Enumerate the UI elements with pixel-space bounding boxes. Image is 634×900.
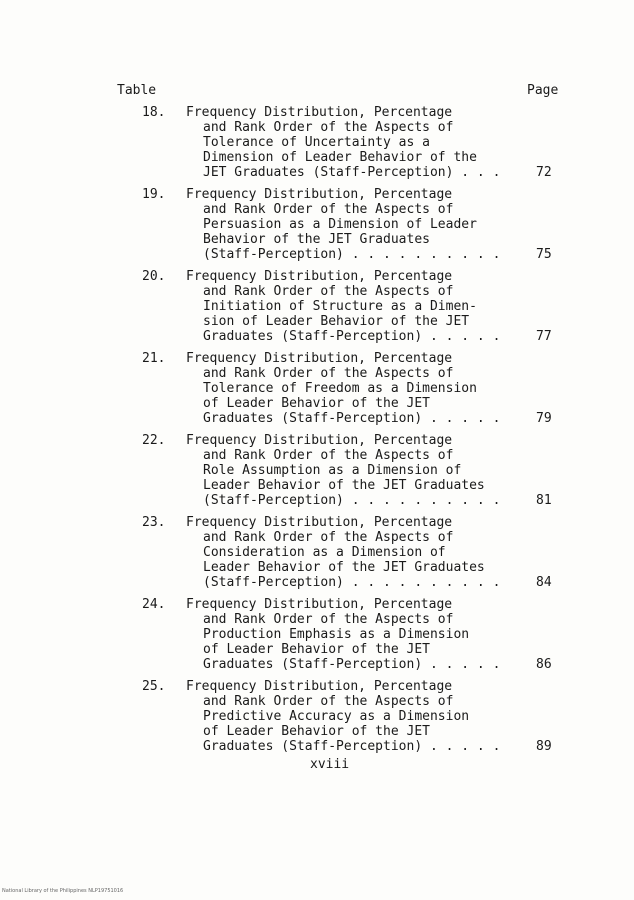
table-title-line: Initiation of Structure as a Dimen- bbox=[203, 299, 477, 314]
table-page-number: 72 bbox=[536, 165, 552, 180]
table-title-line: Frequency Distribution, Percentage bbox=[186, 679, 453, 694]
table-number: 24. bbox=[142, 597, 166, 612]
page-number: xviii bbox=[310, 757, 350, 772]
table-title-line: and Rank Order of the Aspects of bbox=[203, 120, 454, 135]
toc-entry bbox=[0, 351, 634, 433]
table-title-line: Behavior of the JET Graduates bbox=[203, 232, 430, 247]
toc-entry bbox=[0, 187, 634, 269]
table-page-number: 79 bbox=[536, 411, 552, 426]
table-title-line: Production Emphasis as a Dimension bbox=[203, 627, 470, 642]
table-page-number: 86 bbox=[536, 657, 552, 672]
table-title-line: Frequency Distribution, Percentage bbox=[186, 433, 453, 448]
table-number: 19. bbox=[142, 187, 166, 202]
table-title-line: Predictive Accuracy as a Dimension bbox=[203, 709, 470, 724]
table-title-line: Graduates (Staff-Perception) . . . . . bbox=[203, 329, 501, 344]
table-page-number: 81 bbox=[536, 493, 552, 508]
toc-entry bbox=[0, 269, 634, 351]
table-title-line: Graduates (Staff-Perception) . . . . . bbox=[203, 657, 501, 672]
table-title-line: Role Assumption as a Dimension of bbox=[203, 463, 462, 478]
list-of-tables bbox=[0, 105, 634, 761]
table-title bbox=[186, 351, 526, 426]
table-title-line: of Leader Behavior of the JET bbox=[203, 724, 430, 739]
table-title-line: of Leader Behavior of the JET bbox=[203, 642, 430, 657]
table-title-line: and Rank Order of the Aspects of bbox=[203, 366, 454, 381]
table-title bbox=[186, 269, 526, 344]
table-title-line: Persuasion as a Dimension of Leader bbox=[203, 217, 477, 232]
table-column-header: Table bbox=[117, 83, 157, 98]
table-title-line: Frequency Distribution, Percentage bbox=[186, 269, 453, 284]
table-page-number: 77 bbox=[536, 329, 552, 344]
table-title-line: and Rank Order of the Aspects of bbox=[203, 694, 454, 709]
table-number: 23. bbox=[142, 515, 166, 530]
table-title-line: Tolerance of Uncertainty as a bbox=[203, 135, 430, 150]
toc-entry bbox=[0, 515, 634, 597]
table-page-number: 84 bbox=[536, 575, 552, 590]
table-title-line: Frequency Distribution, Percentage bbox=[186, 515, 453, 530]
table-title-line: Frequency Distribution, Percentage bbox=[186, 105, 453, 120]
table-title-line: of Leader Behavior of the JET bbox=[203, 396, 430, 411]
table-title-line: and Rank Order of the Aspects of bbox=[203, 612, 454, 627]
toc-entry bbox=[0, 433, 634, 515]
table-number: 21. bbox=[142, 351, 166, 366]
scan-footer-note: National Library of the Philippines NLP19751016 bbox=[2, 888, 124, 894]
table-title bbox=[186, 105, 526, 180]
table-title-line: Dimension of Leader Behavior of the bbox=[203, 150, 477, 165]
table-title-line: Graduates (Staff-Perception) . . . . . bbox=[203, 411, 501, 426]
table-number: 18. bbox=[142, 105, 166, 120]
toc-entry bbox=[0, 597, 634, 679]
table-title bbox=[186, 187, 526, 262]
table-page-number: 75 bbox=[536, 247, 552, 262]
table-title-line: sion of Leader Behavior of the JET bbox=[203, 314, 470, 329]
table-number: 25. bbox=[142, 679, 166, 694]
table-title-line: Tolerance of Freedom as a Dimension bbox=[203, 381, 477, 396]
table-title-line: Leader Behavior of the JET Graduates bbox=[203, 560, 485, 575]
table-title bbox=[186, 433, 526, 508]
table-title-line: JET Graduates (Staff-Perception) . . . bbox=[203, 165, 501, 180]
table-title bbox=[186, 679, 526, 754]
table-title-line: Leader Behavior of the JET Graduates bbox=[203, 478, 485, 493]
table-title-line: (Staff-Perception) . . . . . . . . . . bbox=[203, 493, 501, 508]
page-column-header: Page bbox=[527, 83, 559, 98]
table-title-line: Consideration as a Dimension of bbox=[203, 545, 446, 560]
table-title-line: (Staff-Perception) . . . . . . . . . . bbox=[203, 575, 501, 590]
table-title bbox=[186, 597, 526, 672]
table-title-line: and Rank Order of the Aspects of bbox=[203, 448, 454, 463]
table-title-line: Frequency Distribution, Percentage bbox=[186, 187, 453, 202]
table-title bbox=[186, 515, 526, 590]
table-number: 20. bbox=[142, 269, 166, 284]
toc-entry bbox=[0, 679, 634, 761]
table-title-line: and Rank Order of the Aspects of bbox=[203, 202, 454, 217]
table-title-line: Frequency Distribution, Percentage bbox=[186, 351, 453, 366]
table-title-line: and Rank Order of the Aspects of bbox=[203, 284, 454, 299]
table-number: 22. bbox=[142, 433, 166, 448]
toc-entry bbox=[0, 105, 634, 187]
table-title-line: Frequency Distribution, Percentage bbox=[186, 597, 453, 612]
table-page-number: 89 bbox=[536, 739, 552, 754]
table-title-line: (Staff-Perception) . . . . . . . . . . bbox=[203, 247, 501, 262]
table-title-line: and Rank Order of the Aspects of bbox=[203, 530, 454, 545]
table-title-line: Graduates (Staff-Perception) . . . . . bbox=[203, 739, 501, 754]
